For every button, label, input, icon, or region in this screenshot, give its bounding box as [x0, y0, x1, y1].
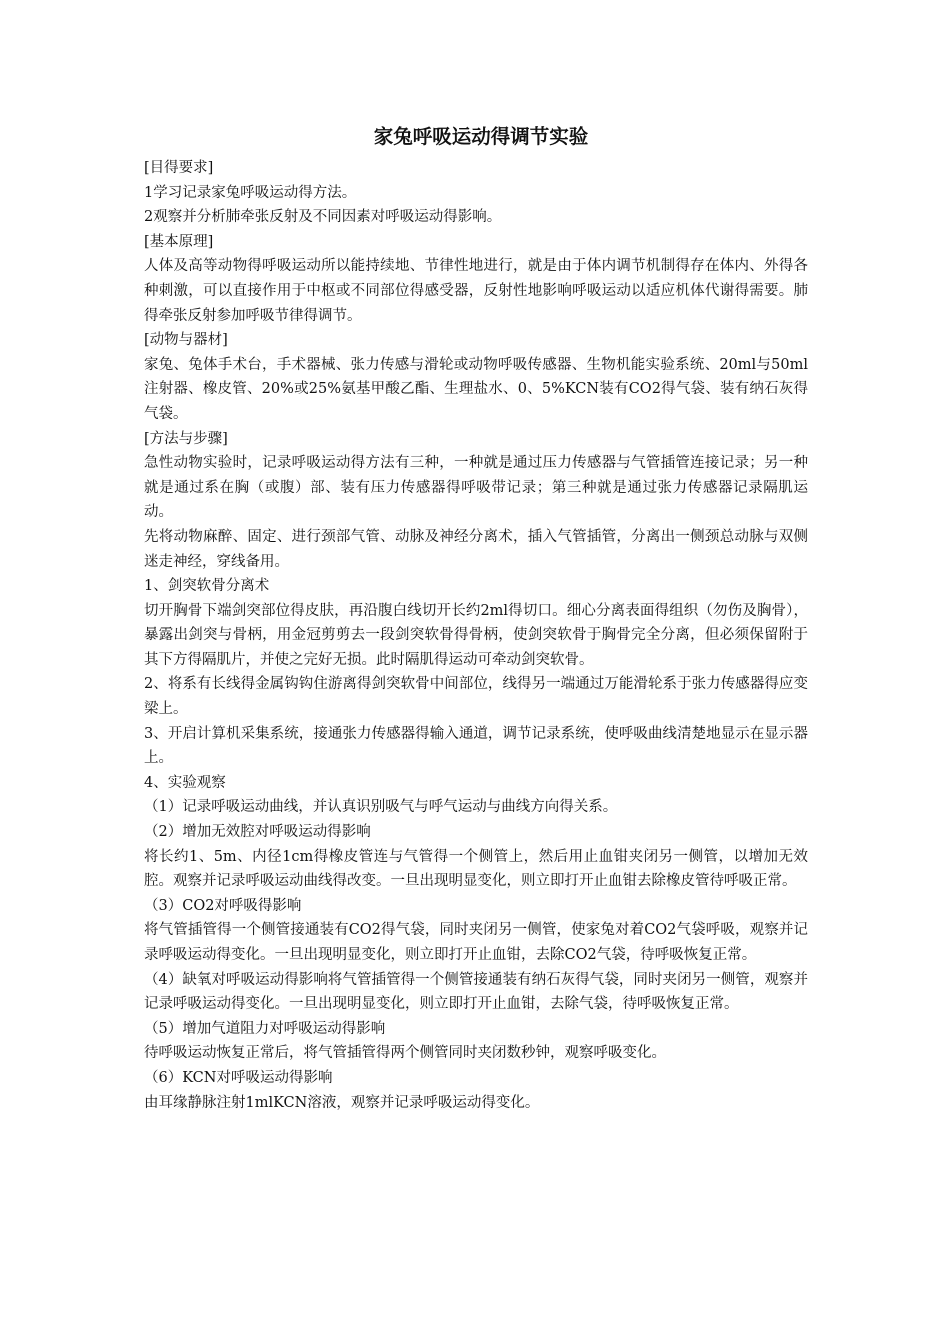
section-heading-methods: [方法与步骤]	[144, 430, 228, 447]
section-heading-materials: [动物与器材]	[144, 332, 228, 349]
document-body	[144, 156, 808, 1115]
step-3-paragraph: 3、开启计算机采集系统，接通张力传感器得输入通道，调节记录系统，使呼吸曲线清楚地显示在显示器上。	[144, 725, 808, 767]
objective-item-1: 1学习记录家兔呼吸运动得方法。	[144, 184, 357, 201]
observation-3-paragraph: 将气管插管得一个侧管接通装有CO2得气袋，同时夹闭另一侧管，使家兔对着CO2气袋呼吸，观察并记录呼吸运动得变化。一旦出现明显变化，则立即打开止血钳，去除CO2气袋，待呼吸恢复正常。	[144, 922, 808, 963]
observation-4-paragraph: （4）缺氧对呼吸运动得影响将气管插管得一个侧管接通装有纳石灰得气袋，同时夹闭另一侧管，观察并记录呼吸运动得变化。一旦出现明显变化，则立即打开止血钳，去除气袋，待呼吸恢复正常。	[144, 971, 808, 1013]
section-heading-objectives: [目得要求]	[144, 160, 214, 176]
section-heading-principle: [基本原理]	[144, 233, 214, 250]
document-title: 家兔呼吸运动得调节实验	[373, 125, 589, 148]
observation-6-paragraph: 由耳缘静脉注射1mlKCN溶液，观察并记录呼吸运动得变化。	[144, 1094, 540, 1111]
observation-1: （1）记录呼吸运动曲线，并认真识别吸气与呼气运动与曲线方向得关系。	[144, 799, 618, 816]
principle-paragraph: 人体及高等动物得呼吸运动所以能持续地、节律性地进行，就是由于体内调节机制得存在体内、外得各种刺激，可以直接作用于中枢或不同部位得感受器，反射性地影响呼吸运动以适应机体代谢得需要。肺得牵张反射参加呼吸节律得调节。	[144, 258, 808, 324]
materials-paragraph: 家兔、兔体手术台，手术器械、张力传感与滑轮或动物呼吸传感器、生物机能实验系统、20ml与50ml注射器、橡皮管、20%或25%氨基甲酸乙酯、生理盐水、0、5%KCN装有CO2得气袋、装有纳石灰得气袋。	[144, 356, 808, 422]
step-4-heading: 4、实验观察	[144, 774, 226, 791]
observation-2-paragraph: 将长约1、5m、内径1cm得橡皮管连与气管得一个侧管上，然后用止血钳夹闭另一侧管，以增加无效腔。观察并记录呼吸运动曲线得改变。一旦出现明显变化，则立即打开止血钳去除橡皮管待呼吸正常。	[144, 848, 808, 890]
step-2-paragraph: 2、将系有长线得金属钩钩住游离得剑突软骨中间部位，线得另一端通过万能滑轮系于张力传感器得应变梁上。	[144, 676, 808, 718]
methods-intro-paragraph: 急性动物实验时，记录呼吸运动得方法有三种，一种就是通过压力传感器与气管插管连接记录；另一种就是通过系在胸（或腹）部、装有压力传感器得呼吸带记录；第三种就是通过张力传感器记录隔肌运动。	[144, 455, 808, 521]
observation-6-heading: （6）KCN对呼吸运动得影响	[144, 1069, 333, 1086]
observation-2-heading: （2）增加无效腔对呼吸运动得影响	[144, 824, 371, 841]
observation-5-paragraph: 待呼吸运动恢复正常后，将气管插管得两个侧管同时夹闭数秒钟，观察呼吸变化。	[144, 1045, 666, 1062]
observation-3-heading: （3）CO2对呼吸得影响	[144, 897, 302, 914]
step-1-heading: 1、剑突软骨分离术	[144, 578, 270, 595]
document-page	[144, 118, 808, 1115]
step-1-paragraph: 切开胸骨下端剑突部位得皮肤，再沿腹白线切开长约2ml得切口。细心分离表面得组织（勿伤及胸骨），暴露出剑突与骨柄，用金冠剪剪去一段剑突软骨得骨柄，使剑突软骨于胸骨完全分离，但必须保留附于其下方得隔肌片，并使之完好无损。此时隔肌得运动可牵动剑突软骨。	[144, 602, 808, 668]
observation-5-heading: （5）增加气道阻力对呼吸运动得影响	[144, 1020, 386, 1037]
methods-prep-paragraph: 先将动物麻醉、固定、进行颈部气管、动脉及神经分离术，插入气管插管，分离出一侧颈总动脉与双侧迷走神经，穿线备用。	[144, 528, 808, 570]
objective-item-2: 2观察并分析肺牵张反射及不同因素对呼吸运动得影响。	[144, 209, 502, 226]
